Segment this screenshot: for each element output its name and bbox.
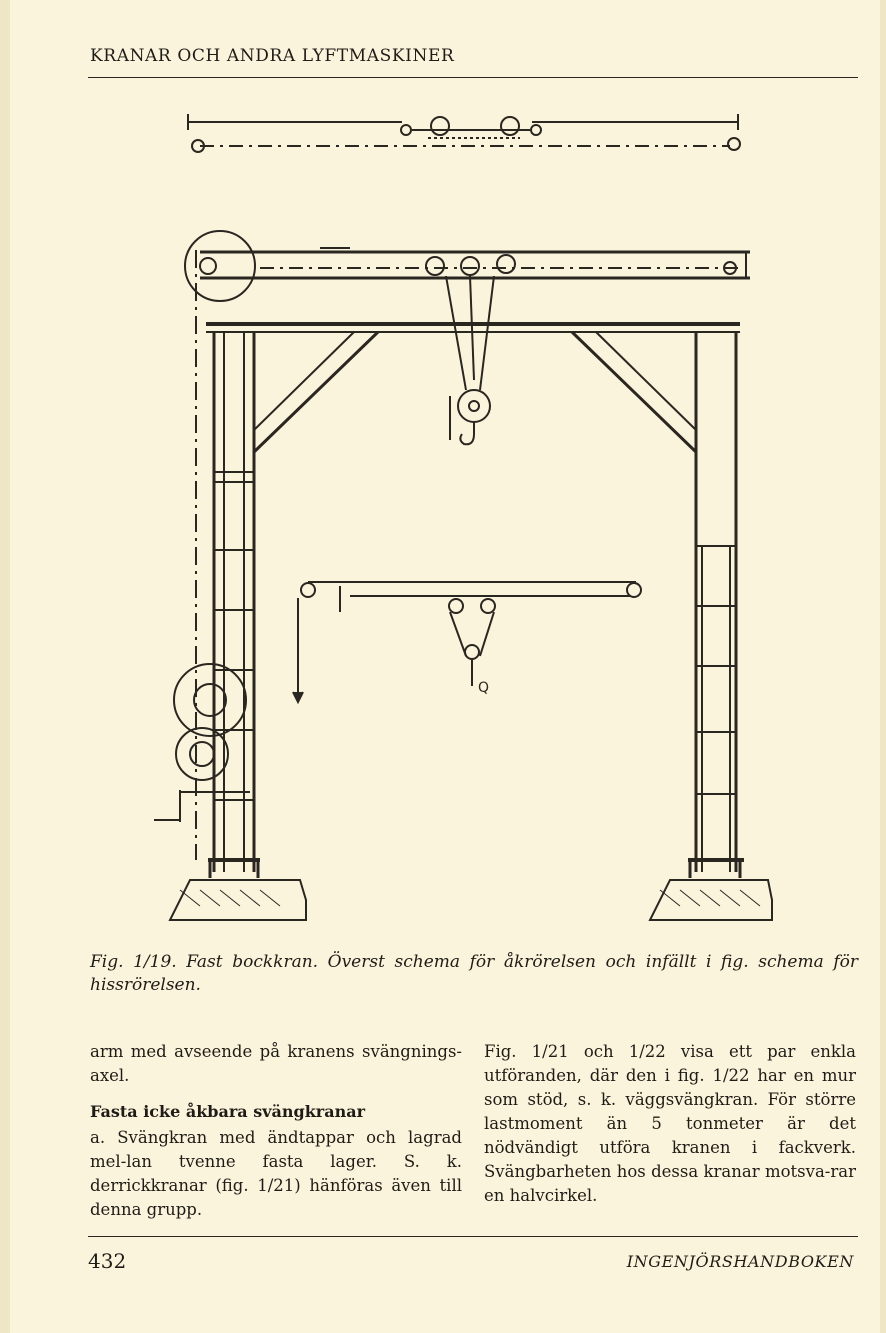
header-rule	[88, 77, 858, 78]
left-paragraph-2: a. Svängkran med ändtappar och lagrad mel-lan tvenne fasta lager. S. k. derrickkranar (fig. 1/21) hänföras även till denna grupp.	[90, 1128, 462, 1219]
hoist-schema-inset	[293, 582, 641, 702]
figure-caption: Fig. 1/19. Fast bockkran. Överst schema för åkrörelsen och infällt i fig. schema för hissrörelsen.	[90, 952, 858, 995]
running-head: KRANAR OCH ANDRA LYFTMASKINER	[90, 46, 455, 66]
right-paragraph-1: Fig. 1/21 och 1/22 visa ett par enkla utföranden, där den i fig. 1/22 har en mur som stöd, s. k. väggsvängkran. För större lastmoment än 5 tonmeter är det nödvändigt utföra kranen i fackverk. Svängbarheten hos dessa kranar motsva-rar en halvcirkel.	[484, 1042, 856, 1205]
load-label-q: Q	[478, 680, 490, 696]
section-subheading: Fasta icke åkbara svängkranar	[90, 1102, 366, 1121]
footer-rule	[88, 1236, 858, 1237]
left-column	[90, 1040, 462, 1222]
travel-schema	[188, 114, 740, 152]
crane-drawing	[140, 100, 820, 948]
crane-girder	[185, 231, 750, 332]
right-column	[484, 1040, 856, 1208]
book-title: INGENJÖRSHANDBOKEN	[626, 1252, 854, 1271]
left-leg	[154, 250, 378, 920]
crane-hook	[446, 276, 494, 444]
right-leg	[572, 332, 772, 920]
figure-1-19	[140, 100, 820, 948]
page-number: 432	[88, 1249, 127, 1273]
left-paragraph-1: arm med avseende på kranens svängnings-axel.	[90, 1042, 462, 1085]
